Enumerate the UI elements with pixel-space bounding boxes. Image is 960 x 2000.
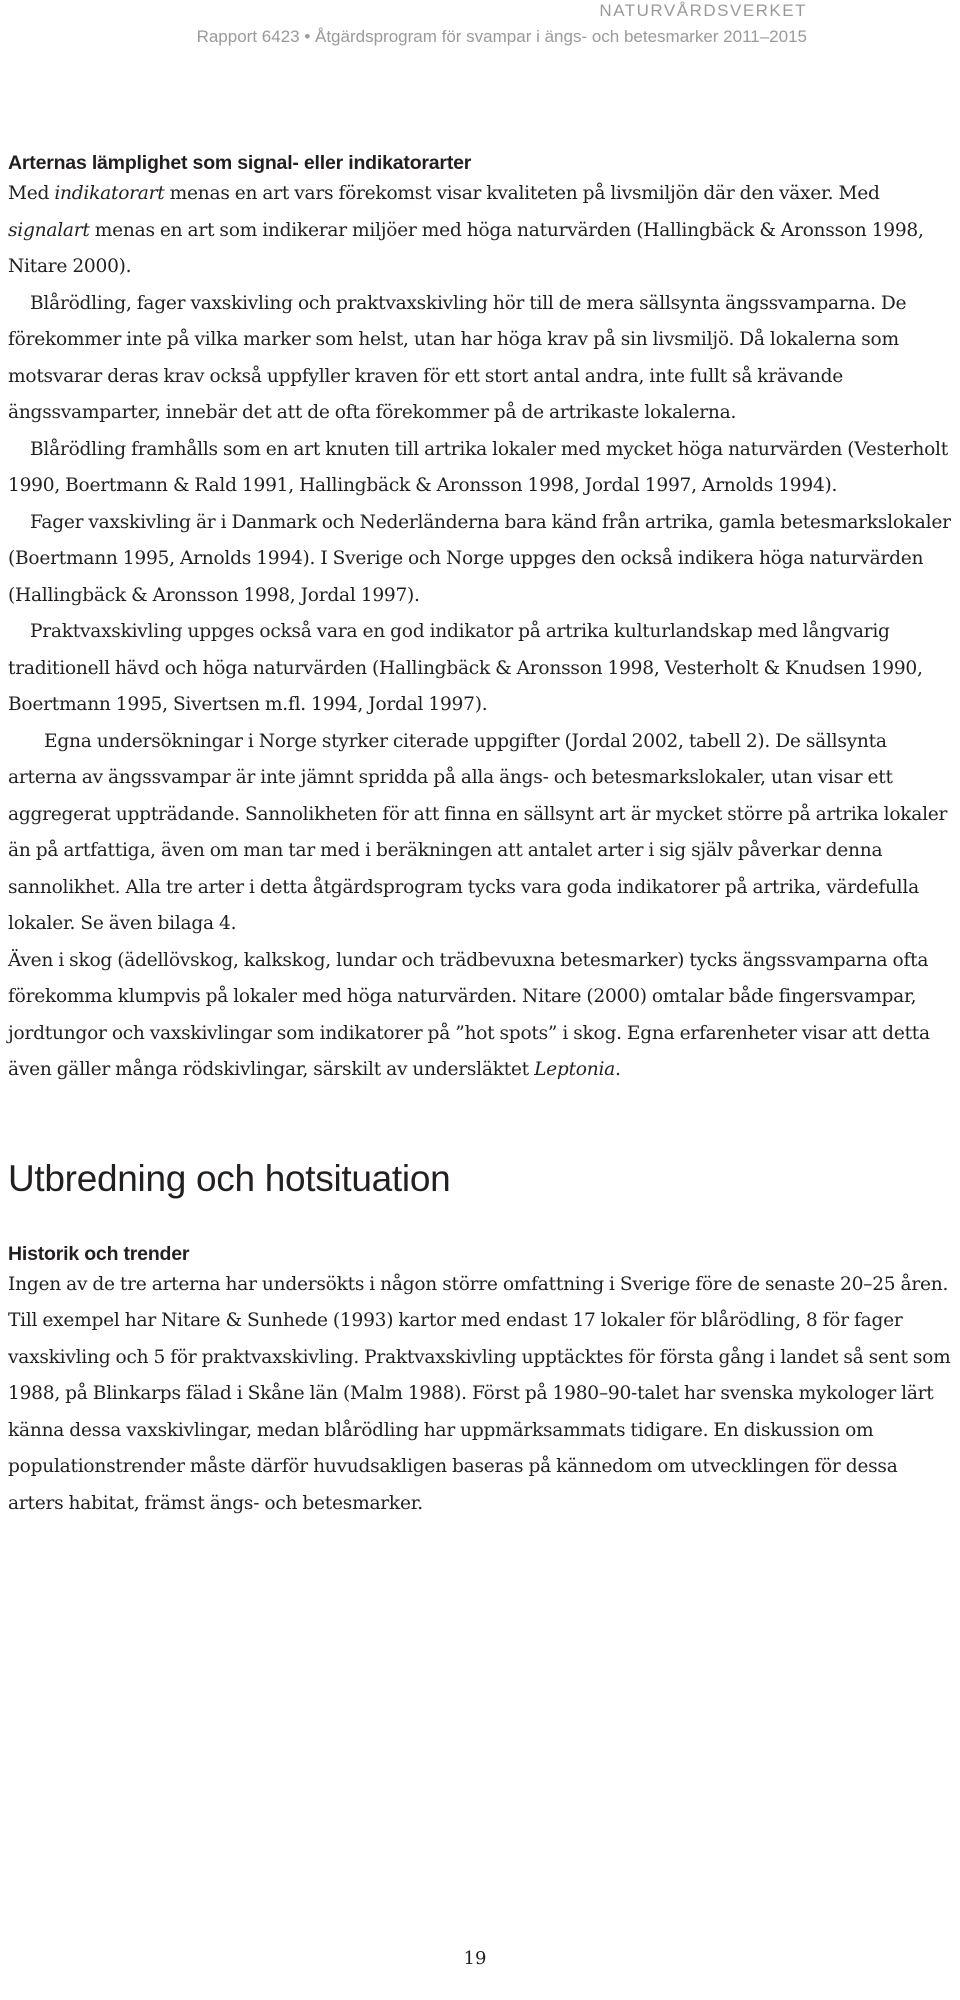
term-signalart: signalart: [8, 219, 90, 241]
header-report-title: Rapport 6423 • Åtgärdsprogram för svampar i ängs- och betesmarker 2011–2015: [196, 27, 807, 46]
spacer: [8, 1201, 952, 1241]
paragraph-text: .: [615, 1059, 621, 1080]
paragraph-blarodling: Blårödling framhålls som en art knuten till artrika lokaler med mycket höga naturvärden (Vesterholt 1990, Boertmann & Rald 1991, Hallingbäck & Aronsson 1998, Jordal 1997, Arnolds 1994).: [8, 438, 948, 496]
paragraph-definition: [8, 176, 952, 286]
paragraph-praktvaxskivling: Praktvaxskivling uppges också vara en god indikator på artrika kulturlandskap med långvarig traditionell hävd och höga naturvärden (Hallingbäck & Aronsson 1998, Vesterholt & Knudsen 1990, Boertmann 1995, Sivertsen m.fl. 1994, Jordal 1997).: [8, 621, 923, 715]
paragraph-history: Ingen av de tre arterna har undersökts i någon större omfattning i Sverige före de senaste 20–25 åren. Till exempel har Nitare & Sunhede (1993) kartor med endast 17 lokaler för blårödling, 8 för fager vaxskivling och 5 för praktvaxskivling. Praktvaxskivling upptäcktes för första gång i landet så sent som 1988, på Blinkarps fälad i Skåne län (Malm 1988). Först på 1980–90-talet har svenska mykologer lärt känna dessa vaxskivlingar, medan blårödling har uppmärksammats tidigare. En diskussion om populationstrender måste därför huvudsakligen baseras på kännedom om utvecklingen för dessa arters habitat, främst ängs- och betesmarker.: [8, 1273, 951, 1514]
paragraph-rare-species: Blårödling, fager vaxskivling och praktvaxskivling hör till de mera sällsynta ängssvamparna. De förekommer inte på vilka marker som helst, utan har höga krav på sin livsmiljö. Då lokalerna som motsvarar deras krav också uppfyller kraven för ett stort antal andra, inte fullt så krävande ängssvamparter, innebär det att de ofta förekommer på de artrikaste lokalerna.: [8, 292, 907, 423]
paragraph-text: Även i skog (ädellövskog, kalkskog, lundar och trädbevuxna betesmarker) tycks ängssvamparna ofta förekomma klumpvis på lokaler med höga naturvärden. Nitare (2000) omtalar både fingersvampar, jordtungor och vaxskivlingar som indikatorer på ”hot spots” i skog. Egna erfarenheter visar att detta även gäller många rödskivlingar, särskilt av undersläktet: [8, 949, 930, 1080]
page-content: [8, 150, 952, 1522]
page-number: 19: [463, 1948, 487, 1969]
section-heading-indicator-species: Arternas lämplighet som signal- eller indikatorarter: [8, 152, 472, 174]
paragraph-own-studies: Egna undersökningar i Norge styrker citerade uppgifter (Jordal 2002, tabell 2). De sällsynta arterna av ängssvampar är inte jämnt spridda på alla ängs- och betesmarkslokaler, utan visar ett aggregerat uppträdande. Sannolikheten för att finna en sällsynt art är mycket större på artrika lokaler än på artfattiga, även om man tar med i beräkningen att antalet arter i sig själv påverkar denna sannolikhet. Alla tre arter i detta åtgärdsprogram tycks vara goda indikatorer på artrika, värdefulla lokaler. Se även bilaga 4.: [8, 730, 948, 934]
paragraph-text: menas en art som indikerar miljöer med höga naturvärden (Hallingbäck & Aronsson 1998, Nitare 2000).: [8, 219, 924, 277]
spacer: [8, 1089, 952, 1157]
section-heading-history-trends: Historik och trender: [8, 1242, 190, 1265]
paragraph-fager-vaxskivling: Fager vaxskivling är i Danmark och Nederländerna bara känd från artrika, gamla betesmarkslokaler (Boertmann 1995, Arnolds 1994). I Sverige och Norge uppges den också indikera höga naturvärden (Hallingbäck & Aronsson 1998, Jordal 1997).: [8, 511, 951, 606]
paragraph-text: Med: [8, 183, 55, 204]
running-header: [197, 0, 807, 52]
chapter-heading-distribution: Utbredning och hotsituation: [8, 1157, 451, 1199]
term-indikatorart: indikatorart: [54, 183, 165, 204]
header-organization: NATURVÅRDSVERKET: [599, 1, 807, 20]
term-leptonia: Leptonia: [534, 1059, 616, 1080]
paragraph-text: menas en art vars förekomst visar kvaliteten på livsmiljön där den växer. Med: [164, 183, 880, 204]
paragraph-forest-habitats: [8, 943, 952, 1089]
